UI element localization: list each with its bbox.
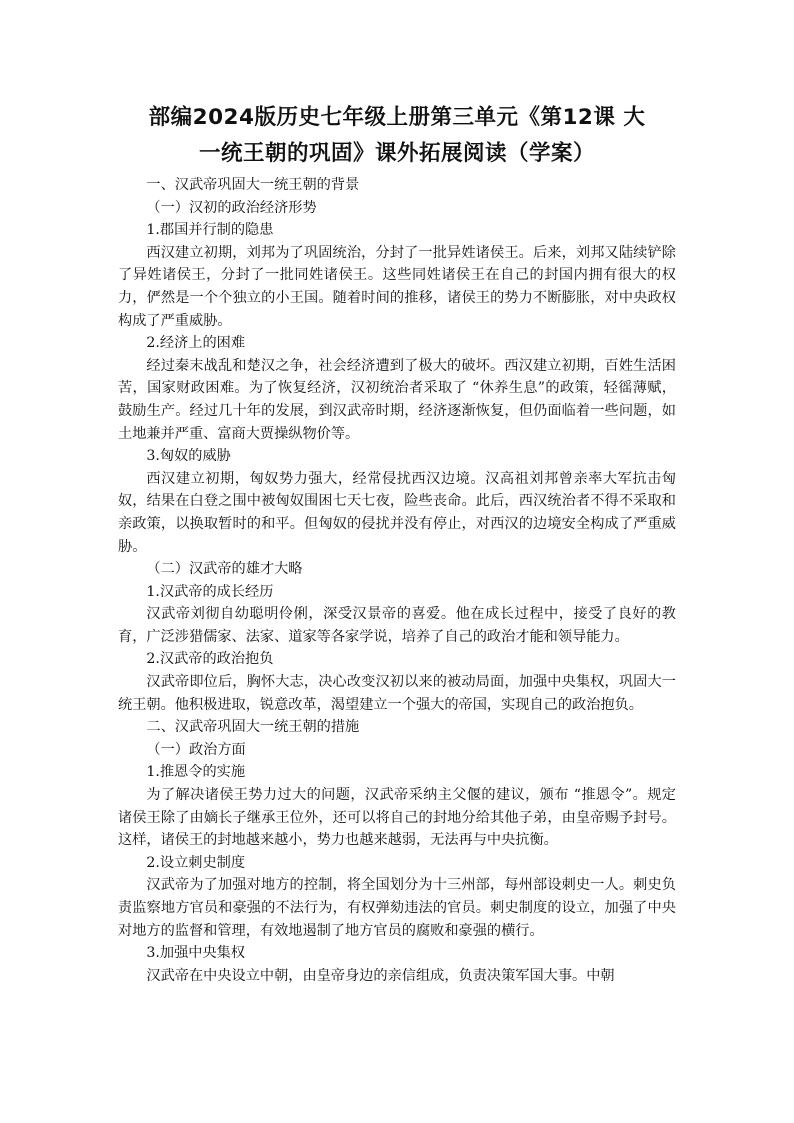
paragraph: 汉武帝刘彻自幼聪明伶俐，深受汉景帝的喜爱。他在成长过程中，接受了良好的教育，广泛涉猎儒家、法家、道家等各家学说，培养了自己的政治才能和领导能力。 [118, 606, 676, 645]
subsection-heading: （一）汉初的政治经济形势 [146, 199, 317, 216]
document-title-line-1: 部编2024版历史七年级上册第三单元《第12课 大 [148, 105, 646, 130]
paragraph: 经过秦末战乱和楚汉之争，社会经济遭到了极大的破坏。西汉建立初期，百姓生活困苦，国家财政困难。为了恢复经济，汉初统治者采取了 “休养生息”的政策，轻徭薄赋，鼓励生产。经过几十年的发展，到汉武帝时期，经济逐渐恢复，但仍面临着一些问题，如土地兼并严重、富商大贾操纵物价等。 [118, 357, 676, 442]
paragraph: 汉武帝为了加强对地方的控制，将全国划分为十三州部，每州部设刺史一人。刺史负责监察地方官员和豪强的不法行为，有权弹劾违法的官员。刺史制度的设立，加强了中央对地方的监督和管理，有效地遏制了地方官员的腐败和豪强的横行。 [118, 877, 676, 939]
topic-heading: 1.推恩令的实施 [146, 764, 246, 781]
document-title-line-2: 一统王朝的巩固》课外拓展阅读（学案） [198, 141, 595, 166]
subsection-heading: （二）汉武帝的雄才大略 [146, 561, 303, 578]
document-title [118, 100, 676, 172]
section-heading: 二、汉武帝巩固大一统王朝的措施 [146, 719, 360, 736]
topic-heading: 3.加强中央集权 [146, 945, 246, 962]
topic-heading: 1.郡国并行制的隐患 [146, 222, 274, 239]
document-body [118, 174, 676, 987]
topic-heading: 2.经济上的困难 [146, 335, 246, 352]
topic-heading: 1.汉武帝的成长经历 [146, 583, 274, 600]
paragraph: 汉武帝即位后，胸怀大志，决心改变汉初以来的被动局面，加强中央集权，巩固大一统王朝。他积极进取，锐意改革，渴望建立一个强大的帝国，实现自己的政治抱负。 [118, 674, 676, 713]
topic-heading: 3.匈奴的威胁 [146, 448, 231, 465]
section-heading: 一、汉武帝巩固大一统王朝的背景 [146, 177, 360, 193]
topic-heading: 2.设立刺史制度 [146, 854, 246, 871]
paragraph: 西汉建立初期，刘邦为了巩固统治，分封了一批异姓诸侯王。后来，刘邦又陆续铲除了异姓诸侯王，分封了一批同姓诸侯王。这些同姓诸侯王在自己的封国内拥有很大的权力，俨然是一个个独立的小王国。随着时间的推移，诸侯王的势力不断膨胀，对中央政权构成了严重威胁。 [118, 244, 676, 329]
subsection-heading: （一）政治方面 [146, 741, 246, 758]
paragraph: 西汉建立初期，匈奴势力强大，经常侵扰西汉边境。汉高祖刘邦曾亲率大军抗击匈奴，结果在白登之围中被匈奴围困七天七夜，险些丧命。此后，西汉统治者不得不采取和亲政策，以换取暂时的和平。但匈奴的侵扰并没有停止，对西汉的边境安全构成了严重威胁。 [118, 470, 676, 555]
paragraph: 汉武帝在中央设立中朝，由皇帝身边的亲信组成，负责决策军国大事。中朝 [146, 967, 615, 984]
topic-heading: 2.汉武帝的政治抱负 [146, 651, 274, 668]
paragraph: 为了解决诸侯王势力过大的问题，汉武帝采纳主父偃的建议，颁布 “推恩令”。规定诸侯王除了由嫡长子继承王位外，还可以将自己的封地分给其他子弟，由皇帝赐予封号。这样，诸侯王的封地越来越小，势力也越来越弱，无法再与中央抗衡。 [118, 787, 676, 849]
